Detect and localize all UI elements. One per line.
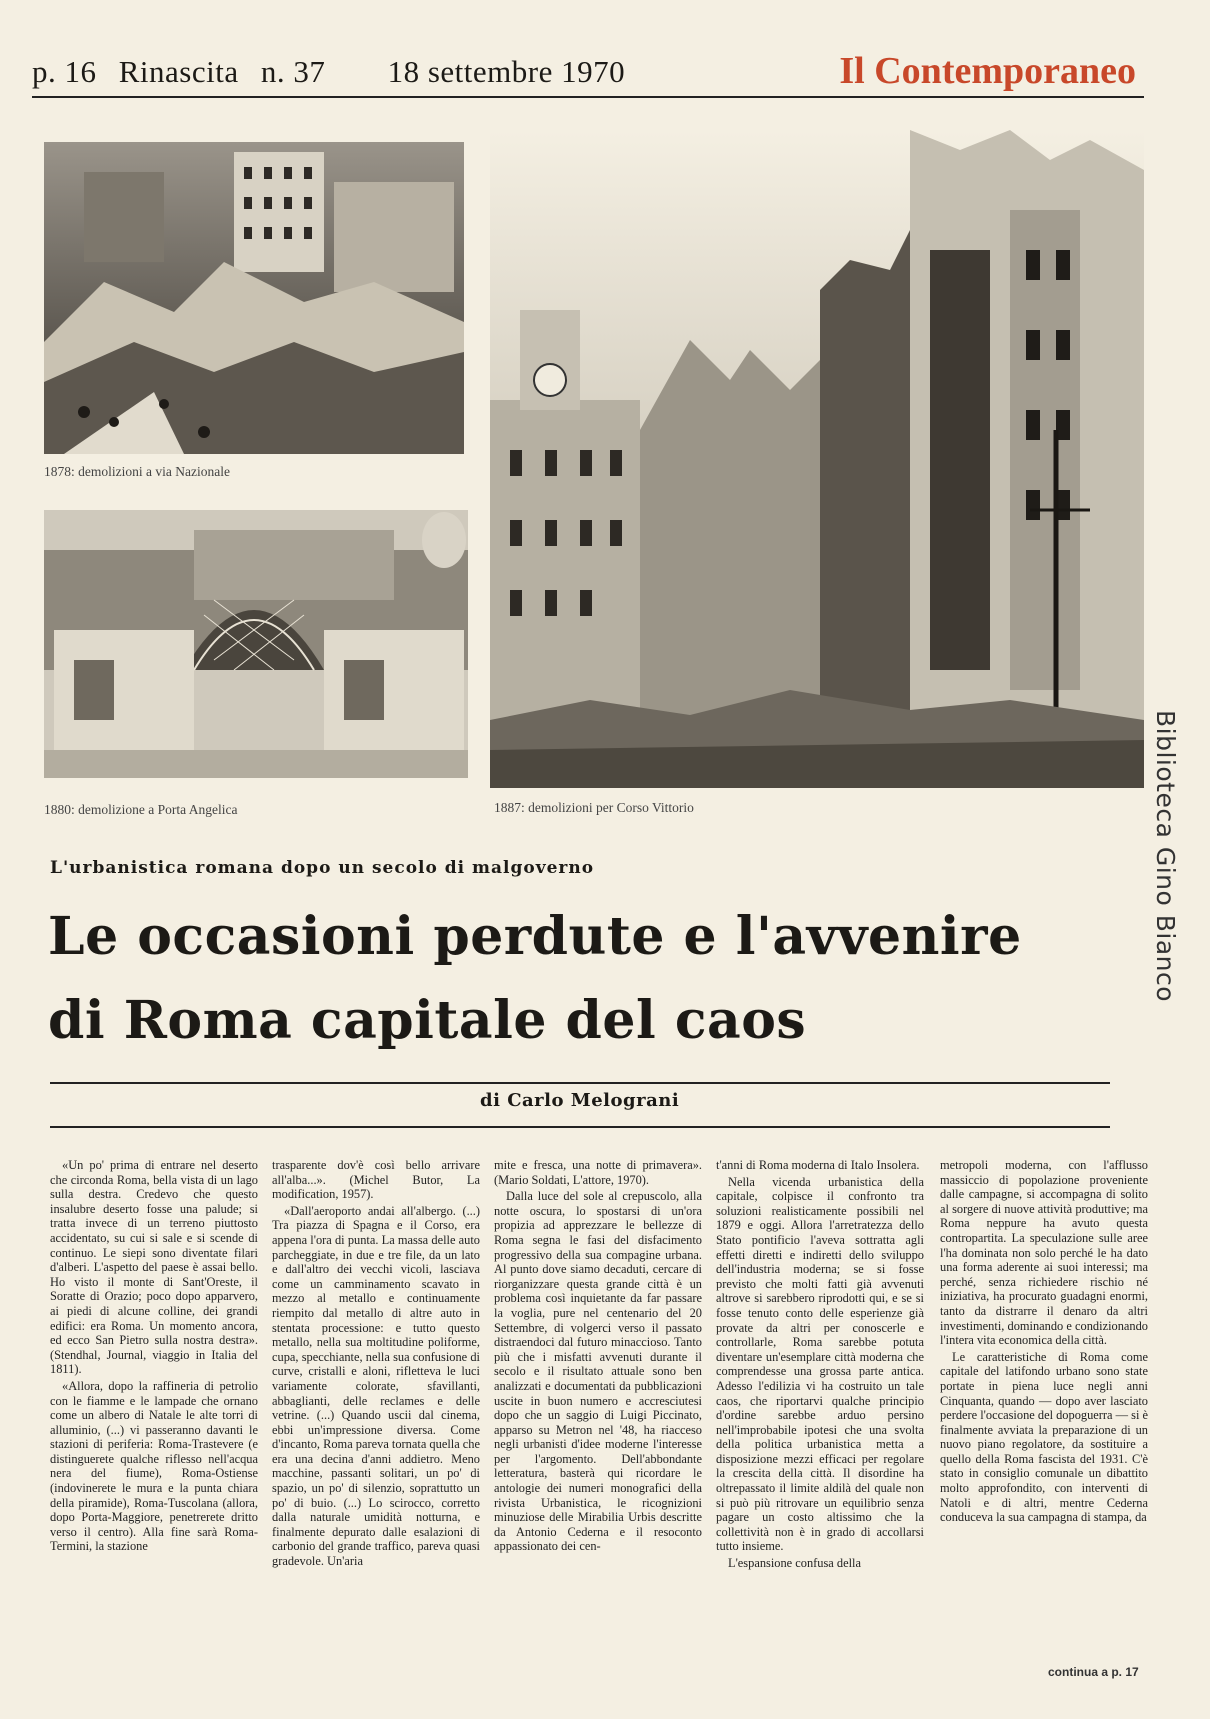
paragraph: t'anni di Roma moderna di Italo Insolera. [716,1158,920,1172]
page-number: p. 16 [32,54,97,89]
paragraph: «Allora, dopo la raffineria di petrolio con le fiamme e le lampade che ornano come un albero di Natale le alte torri di alluminio, (...) vi passeranno davanti le stazioni di periferia: Roma-Trastevere (e distinguerete qualche riflesso nell'acqua nera del fiume), Roma-Ostiense (indovinerete le mura e la punta chiara della piramide), Roma-Tuscolana (allora, dopo Porta-Maggiore, penetrerete dritto verso il centro). Alla fine sarà Roma-Termini, la stazione [50,1378,258,1554]
header-info [32,52,639,92]
photo-porta-angelica [44,510,468,778]
paragraph: Nella vicenda urbanistica della capitale, colpisce il confronto tra soluzioni realisticamente possibili nel 1879 e oggi. Allora l'arretratezza dello Stato pontificio l'aveva sottratta agli effetti diretti e indiretti dello sviluppo dell'industria moderna; se si fosse previsto che molti fatti già avvenuti altrove si sarebbero riprodotti qui, e se si fosse tenuto conto delle esperienze già provate da altri per conoscerle e controllarle, Roma sarebbe potuta diventare un'esemplare città moderna che comprendesse una grossa parte antica. Adesso l'edilizia vi ha costruito un tale caos, che riportarvi qualche principio d'ordine sarebbe arduo persino nell'improbabile ipotesi che una svolta della politica urbanistica metta a disposizione mezzi efficaci per regolare la crescita della città. Il disordine ha oltrepassato il limite aldilà del quale non si può più ritrovare un equilibrio senza pagare un costo altissimo che la collettività non è in grado di accollarsi tutto insieme. [716,1174,924,1554]
paragraph: «Un po' prima di entrare nel deserto che circonda Roma, bella vista di un lago sulla destra. Credevo che questo insalubre deserto fosse una palude; si tratta invece di un terreno piuttosto accidentato, su cui si sale e si scende di continuo. Le siepi sono diventate filari d'alberi. L'aspetto del paese è assai bello. Ho visto il monte di Sant'Oreste, il Soratte di Orazio; poco dopo apparvero, ai piedi di alcune colline, dei grandi edifici: era Roma. Un momento ancora, ed ecco San Pietro sulla nostra destra». (Stendhal, Journal, viaggio in Italia del 1811). [50,1158,258,1377]
article-kicker: L'urbanistica romana dopo un secolo di malgoverno [50,858,595,878]
paragraph: «Dall'aeroporto andai all'albergo. (...) Tra piazza di Spagna e il Corso, era appena l'ora di punta. La massa delle auto parcheggiate, in due e tre file, da un lato e dall'altro dei vecchi vicoli, lasciava come un camminamento scavato in mezzo al metallo e continuamente riempito dal metallo di altre auto in stentata processione: e tutto questo metallo, nella sua moltitudine poliforme, cupa, specchiante, nella sua confusione di curve, cristalli e aloni, rifletteva le luci variamente colorate, sfavillanti, abbaglianti, delle reclames e delle vetrine. (...) Quando uscii dal cinema, ebbi un'impressione diversa. Come d'incanto, Roma pareva tornata quella che era una decina d'anni addietro. Meno macchine, passanti solitari, un po' di spazio, un po' di silenzio, soprattutto un po' di buio. (...) Lo scirocco, corretto dalla naturale umidità notturna, e finalmente depurato dalle esalazioni di carbonio del grande traffico, pareva quasi gradevole. Un'aria [272,1203,480,1569]
paragraph: Dalla luce del sole al crepuscolo, alla notte oscura, lo spostarsi di un'ora propizia ad apprezzare le bellezze di Roma segna le fasi del disfacimento progressivo della sua compagine urbana. Al punto dove siamo decaduti, cercare di riorganizzare questa grande città è un problema così inquietante da far passare la voglia, pure nel centenario del 20 Settembre, di volgerci verso il passato distraendoci dal futuro minaccioso. Tanto più che i misfatti avvenuti durante il secolo e il risultato attuale sono ben analizzati e documentati da pubblicazioni uscite in buon numero e accresciutesi dopo che un saggio di Luigi Piccinato, apparso su Metron nel '48, ha riacceso negli urbanisti d'idee moderne l'interesse per l'argomento. Dell'abbondante letteratura, basterà qui ricordare le antologie dei numeri monografici della rivista Urbanistica, le ricognizioni minuziose delle Mirabilia Urbis descritte da Antonio Cederna e il resoconto appassionato dei cen- [494,1189,702,1554]
article-column-1 [50,1158,258,1556]
photo-caption-1880: 1880: demolizione a Porta Angelica [44,802,238,817]
paragraph: mite e fresca, una notte di primavera». (Mario Soldati, L'attore, 1970). [494,1158,702,1187]
paragraph: metropoli moderna, con l'afflusso massiccio di popolazione proveniente dalle campagne, si accompagna di solito al sorgere di nuove attività produttive; ma Roma neppure ha avuto questa contropartita. La speculazione sulle aree l'ha dominata non solo perché le ha dato una forma aderente ai suoi interessi; ma perché, senza richiedere rischio né iniziativa, ha procurato guadagni enormi, tanto da distrarre il denaro da altri investimenti, dominando e condizionando l'intera vita economica della città. [940,1158,1148,1348]
paragraph: L'espansione confusa della [728,1556,861,1571]
photo-via-nazionale [44,142,464,454]
library-stamp: Biblioteca Gino Bianco [1151,710,1180,1003]
paragraph: Le caratteristiche di Roma come capitale del latifondo urbano sono state portate in piena luce negli anni Cinquanta, quando — dopo aver lasciato perdere l'occasione del dopoguerra — si è finalmente avviata la preparazione di un nuovo piano regolatore, da sostituire a quello della Roma fascista del 1931. C'è stato in consiglio comunale un dibattito molto approfondito, con interventi di Natoli e di altri, mentre Cederna conduceva la sua campagna di stampa, da [940,1349,1148,1525]
photo-caption-1887: 1887: demolizioni per Corso Vittorio [494,800,694,815]
rule-bottom [50,1126,1110,1128]
article-column-4 [716,1158,924,1573]
rule-top [50,1082,1110,1084]
magazine-name: Rinascita [118,54,239,89]
paragraph: trasparente dov'è così bello arrivare all'alba...». (Michel Butor, La modification, 1957). [272,1158,480,1202]
photo-corso-vittorio [490,130,1144,788]
article-column-5 [940,1158,1148,1527]
page-header [32,52,1144,98]
issue-date: 18 settembre 1970 [387,54,626,89]
section-title: Il Contemporaneo [839,50,1136,92]
article-byline: di Carlo Melograni [480,1090,680,1111]
issue-number: n. 37 [260,54,326,89]
continued-on-page: continua a p. 17 [1048,1665,1139,1679]
photo-caption-1878: 1878: demolizioni a via Nazionale [44,464,230,479]
headline-line-1: Le occasioni perdute e l'avvenire [48,906,1022,967]
article-headline [48,895,1088,1063]
article-column-2 [272,1158,480,1571]
headline-line-2: di Roma capitale del caos [48,990,807,1051]
article-column-3 [494,1158,702,1556]
